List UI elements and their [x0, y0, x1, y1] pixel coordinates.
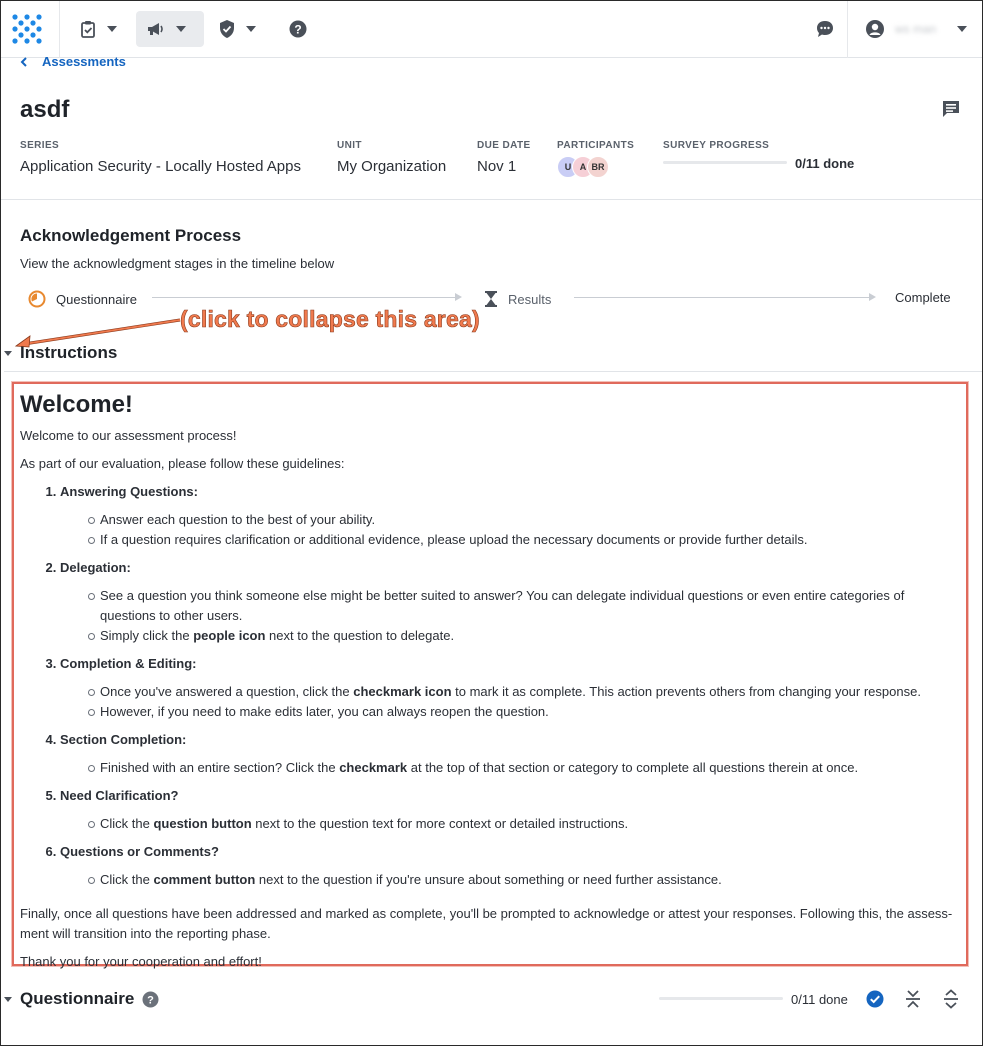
instructions-content: [20, 390, 960, 980]
comment-icon[interactable]: [941, 100, 961, 118]
step-title: Need Clarification?: [60, 788, 179, 803]
list-item: Click the comment button next to the question if you're unsure about something or need further assistance.: [88, 870, 960, 890]
chevron-left-icon: [20, 57, 28, 67]
closing-text: Thank you for your cooperation and effort!: [20, 954, 262, 969]
survey-progress-text: 0/11 done: [795, 156, 855, 171]
step-title: Completion & Editing:: [60, 656, 197, 671]
stage-label: Complete: [895, 290, 951, 305]
survey-progress-label: SURVEY PROGRESS: [663, 140, 770, 151]
acknowledgement-subtitle: View the acknowledgment stages in the timeline below: [20, 256, 335, 271]
list-item: [60, 730, 960, 778]
series-value: Application Security - Locally Hosted Apps: [20, 158, 301, 175]
caret-down-icon: [4, 351, 12, 356]
unit-label: UNIT: [337, 140, 362, 151]
list-item: [60, 842, 960, 890]
nav-divider: [847, 1, 848, 58]
security-menu-button[interactable]: [208, 11, 266, 47]
questionnaire-toggle[interactable]: [4, 989, 159, 1009]
list-item: Once you've answered a question, click the checkmark icon to mark it as complete. This action prevents others from changing your response.: [88, 682, 960, 702]
arrow-right-icon: [869, 293, 876, 301]
step-title: Delegation:: [60, 560, 131, 575]
chevron-down-icon: [957, 26, 967, 32]
participants-field: [557, 140, 634, 178]
due-date-field: [477, 140, 531, 175]
due-date-label: DUE DATE: [477, 140, 531, 151]
help-button[interactable]: [278, 11, 318, 47]
check-circle-icon[interactable]: [865, 989, 885, 1009]
instructions-heading: Instructions: [20, 343, 118, 362]
expand-all-icon[interactable]: [941, 989, 961, 1009]
list-item: [60, 558, 960, 646]
stage-label: Questionnaire: [56, 291, 137, 307]
acknowledgement-title: Acknowledgement Process: [20, 226, 242, 245]
avatar[interactable]: A: [572, 156, 594, 178]
questionnaire-progress-bar: [659, 997, 783, 1000]
chat-button[interactable]: [805, 11, 845, 47]
list-item: [60, 786, 960, 834]
questionnaire-progress-text: 0/11 done: [791, 992, 848, 1007]
shield-check-icon: [218, 19, 236, 39]
nav-divider: [59, 1, 60, 58]
due-date-value: Nov 1: [477, 158, 517, 175]
chevron-down-icon: [176, 26, 186, 32]
closing-text: Finally, once all questions have been addressed and marked as complete, you'll be prompted to acknowledge or attest your responses. Following this, the assess-ment will transition into the reporting phase.: [20, 906, 953, 941]
questionnaire-heading: Questionnaire: [20, 989, 135, 1008]
welcome-heading: Welcome!: [20, 391, 133, 418]
divider: [4, 371, 982, 372]
back-link-label[interactable]: Assessments: [42, 54, 126, 69]
announcements-menu-button[interactable]: [136, 11, 204, 47]
list-item: [60, 482, 960, 550]
timeline-connector: [574, 297, 869, 298]
chat-icon: [815, 19, 835, 39]
hourglass-icon: [484, 290, 498, 308]
list-item: Finished with an entire section? Click the checkmark at the top of that section or category to complete all questions therein at once.: [88, 758, 960, 778]
user-name: ws man: [895, 22, 937, 36]
guidelines-list: [60, 482, 960, 890]
user-icon: [865, 19, 885, 39]
step-title: Section Completion:: [60, 732, 187, 747]
step-title: Answering Questions:: [60, 484, 198, 499]
unit-field: [337, 140, 446, 175]
avatar[interactable]: U: [557, 156, 579, 178]
survey-progress-bar: [663, 161, 787, 164]
step-title: Questions or Comments?: [60, 844, 219, 859]
intro-text: As part of our evaluation, please follow these guidelines:: [20, 456, 345, 471]
chevron-down-icon: [246, 26, 256, 32]
stage-label: Results: [508, 291, 552, 307]
intro-text: Welcome to our assessment process!: [20, 428, 237, 443]
caret-down-icon: [4, 997, 12, 1002]
stage-results[interactable]: [484, 290, 551, 308]
instructions-toggle[interactable]: [4, 343, 117, 363]
help-icon[interactable]: [142, 991, 159, 1008]
tasks-menu-button[interactable]: [69, 11, 127, 47]
top-navigation-bar: [1, 1, 982, 58]
in-progress-icon: [28, 290, 46, 308]
list-item: Simply click the people icon next to the question to delegate.: [88, 626, 960, 646]
list-item: If a question requires clarification or additional evidence, please upload the necessary documents or provide further details.: [88, 530, 960, 550]
list-item: Click the question button next to the question text for more context or detailed instructions.: [88, 814, 960, 834]
page-title: asdf: [20, 96, 70, 123]
participants-label: PARTICIPANTS: [557, 140, 635, 151]
divider: [1, 199, 982, 200]
stage-questionnaire[interactable]: [28, 290, 137, 308]
list-item: See a question you think someone else might be better suited to answer? You can delegate individual questions or even entire categories of questions to other users.: [88, 586, 960, 626]
unit-value: My Organization: [337, 158, 447, 175]
clipboard-check-icon: [79, 20, 97, 38]
logo-icon[interactable]: [11, 13, 43, 45]
collapse-annotation: (click to collapse this area): [180, 306, 480, 332]
list-item: Answer each question to the best of your ability.: [88, 510, 960, 530]
arrow-right-icon: [455, 293, 462, 301]
back-to-assessments-link[interactable]: [20, 54, 126, 69]
user-menu-button[interactable]: [855, 11, 977, 47]
collapse-all-icon[interactable]: [903, 989, 923, 1009]
timeline-connector: [152, 297, 455, 298]
chevron-down-icon: [107, 26, 117, 32]
svg-text:?: ?: [147, 994, 155, 1007]
megaphone-icon: [146, 20, 166, 38]
avatar[interactable]: BR: [587, 156, 609, 178]
list-item: [60, 654, 960, 722]
participant-avatars[interactable]: [557, 156, 634, 178]
series-label: SERIES: [20, 140, 60, 151]
stage-complete[interactable]: [895, 290, 951, 305]
list-item: However, if you need to make edits later, you can always reopen the question.: [88, 702, 960, 722]
survey-progress-field: [663, 140, 769, 151]
svg-text:?: ?: [294, 22, 302, 37]
series-field: [20, 140, 301, 175]
help-icon: [288, 19, 308, 39]
